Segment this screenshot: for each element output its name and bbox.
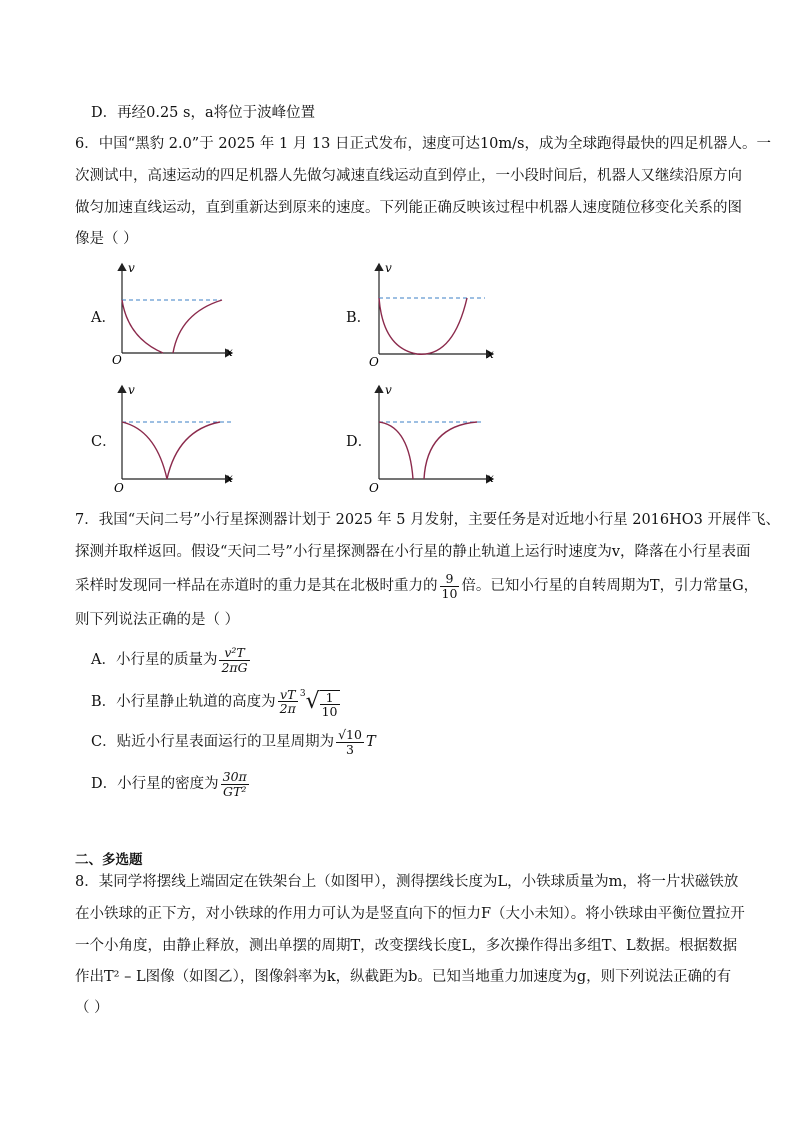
q7-option-d-formula: $\frac{30\pi}{\text{GT²}}$ (222, 769, 247, 799)
origin-label: O (369, 481, 379, 495)
q7-option-b-formula: $\frac{vT}{2\pi}$ (279, 687, 296, 717)
origin-label: O (114, 481, 124, 495)
q7-option-d (91, 766, 251, 802)
q7-line3-text: 采样时发现同一样品在赤道时的重力是其在北极时重力的 (75, 578, 438, 594)
origin-label: O (369, 355, 379, 369)
q8-stem-line-1: 8．某同学将摆线上端固定在铁架台上（如图甲），测得摆线长度为L，小铁球质量为m，将一片状磁铁放 (75, 874, 739, 890)
q6-graph-b (365, 258, 500, 370)
x-axis-label: x (226, 345, 233, 359)
decel-curve (122, 300, 163, 353)
q6-stem-line-1: 6．中国“黑豹 2.0”于 2025 年 1 月 13 日正式发布，速度可达10m/s，成为全球跑得最快的四足机器人。一 (75, 136, 771, 152)
q7-stem-line-1: 7．我国“天问二号”小行星探测器计划于 2025 年 5 月发射，主要任务是对近地小行星 2016HO3 开展伴飞、 (75, 512, 780, 528)
q7-option-b-cube-root: $^3$√ $\frac{1}{10}$ (299, 688, 338, 719)
q6-stem-line-4: 像是（ ） (75, 231, 138, 247)
q6-option-d-label: D． (346, 434, 373, 450)
q7-option-a (91, 642, 252, 678)
q5-option-d: D．再经0.25 s，a将位于波峰位置 (91, 105, 316, 121)
section-multi-choice-title: 二、多选题 (75, 852, 143, 868)
q7-stem-line-3 (75, 568, 758, 604)
decel-curve (379, 422, 413, 479)
q7-stem-line-2: 探测并取样返回。假设“天问二号”小行星探测器在小行星的静止轨道上运行时速度为v，降落在小行星表面 (75, 544, 751, 560)
q6-option-c-label: C． (91, 434, 117, 450)
y-axis-label: v (128, 383, 135, 397)
q7-stem-line-4: 则下列说法正确的是（ ） (75, 612, 240, 628)
q7-option-d-text: D．小行星的密度为 (91, 776, 219, 792)
q7-option-c: C．贴近小行星表面运行的卫星周期为 $\frac{√10}{3}$ T (91, 727, 376, 757)
accel-curve (167, 422, 220, 479)
q7-option-c-text: C．贴近小行星表面运行的卫星周期为 (91, 734, 335, 750)
y-axis-label: v (385, 261, 392, 275)
q6-graph-c (108, 380, 243, 495)
q8-stem-line-2: 在小铁球的正下方，对小铁球的作用力可认为是竖直向下的恒力F（大小未知）。将小铁球由平衡位置拉开 (75, 906, 745, 922)
x-axis-label: x (226, 471, 233, 485)
q6-option-a-label: A． (91, 310, 116, 326)
q8-stem-line-5: （ ） (75, 1000, 109, 1016)
q7-line3-tail: 倍。已知小行星的自转周期为T，引力常量G， (461, 578, 759, 594)
origin-label: O (112, 353, 122, 367)
q8-stem-line-4: 作出T² – L图像（如图乙），图像斜率为k，纵截距为b。已知当地重力加速度为g，则下列说法正确的有 (75, 969, 732, 985)
y-axis-label: v (385, 383, 392, 397)
velocity-curve (379, 298, 467, 354)
q7-option-a-text: A．小行星的质量为 (91, 652, 218, 668)
q7-option-a-formula: $\frac{\text{v²T}}{2\pi G}$ (221, 645, 248, 675)
x-axis-label: x (487, 471, 494, 485)
q6-stem-line-2: 次测试中，高速运动的四足机器人先做匀减速直线运动直到停止，一小段时间后，机器人又继续沿原方向 (75, 168, 742, 184)
q7-option-b (91, 682, 342, 722)
accel-curve (424, 422, 477, 479)
accel-curve (173, 300, 222, 353)
q6-graph-d (365, 380, 500, 495)
q6-option-b-label: B． (346, 310, 372, 326)
x-axis-label: x (487, 347, 494, 361)
y-axis-label: v (128, 261, 135, 275)
q7-option-c-formula: $\frac{√10}{3}$ (338, 727, 362, 757)
q6-stem-line-3: 做匀加速直线运动，直到重新达到原来的速度。下列能正确反映该过程中机器人速度随位移变化关系的图 (75, 200, 742, 216)
q7-option-b-text: B．小行星静止轨道的高度为 (91, 693, 276, 710)
q6-graph-a (108, 258, 243, 368)
q7-gravity-ratio: $\frac{9}{10}$ (441, 571, 458, 601)
q8-stem-line-3: 一个小角度，由静止释放，测出单摆的周期T，改变摆线长度L，多次操作得出多组T、L数据。根据数据 (75, 938, 738, 954)
decel-curve (122, 422, 167, 479)
